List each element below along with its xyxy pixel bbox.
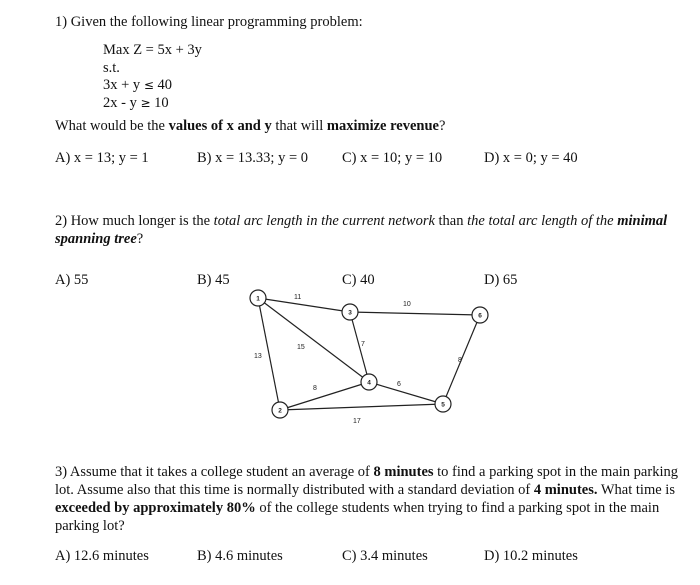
node-6-label: 6 xyxy=(478,312,482,320)
q2-text-4: the total arc length of the xyxy=(467,213,614,229)
q3-text-2: 8 minutes xyxy=(373,464,434,480)
q3-option-d[interactable]: D) 10.2 minutes xyxy=(484,548,578,564)
q2-option-b[interactable]: B) 45 xyxy=(197,272,230,288)
q2-text-5: minimal spanning tree xyxy=(55,213,668,247)
arc-label-4-5: 6 xyxy=(397,381,401,388)
q3-option-c[interactable]: C) 3.4 minutes xyxy=(342,548,428,564)
node-4 xyxy=(361,374,377,390)
arc-label-6-5: 8 xyxy=(458,357,462,364)
q2-option-a[interactable]: A) 55 xyxy=(55,272,89,288)
node-1 xyxy=(250,290,266,306)
node-2 xyxy=(272,402,288,418)
q1-question-mid: that will xyxy=(275,118,324,134)
q1-objective: Max Z = 5x + 3y xyxy=(103,42,202,58)
arc-label-1-2: 13 xyxy=(254,353,262,360)
node-2-label: 2 xyxy=(278,407,282,415)
node-4-label: 4 xyxy=(367,379,371,387)
q1-option-b[interactable]: B) x = 13.33; y = 0 xyxy=(197,150,309,166)
arc-label-3-6: 10 xyxy=(403,301,411,308)
q1-option-a[interactable]: A) x = 13; y = 1 xyxy=(55,150,149,166)
q2-text-2: total arc length in the current network xyxy=(213,213,435,229)
q1-question-post: ? xyxy=(438,118,446,134)
network-diagram xyxy=(230,280,510,430)
q3-text-4: 4 minutes. xyxy=(533,482,598,498)
q1-c2-sym: ≥ xyxy=(140,96,151,110)
q1-question-bold-2: maximize revenue xyxy=(326,118,439,134)
q2-text-1: 2) How much longer is the xyxy=(55,213,211,229)
q1-prompt: 1) Given the following linear programming problem: xyxy=(55,14,363,30)
q1-option-d[interactable]: D) x = 0; y = 40 xyxy=(484,150,578,166)
q2-question xyxy=(55,212,685,248)
q1-constraint-2 xyxy=(103,94,169,112)
q1-constraint-1 xyxy=(103,76,172,94)
q2-text-3: than xyxy=(438,213,464,229)
q3-option-a[interactable]: A) 12.6 minutes xyxy=(55,548,149,564)
q1-c2-rhs: 10 xyxy=(154,95,169,111)
arc-3-6 xyxy=(348,309,480,317)
node-6 xyxy=(472,307,488,323)
arc-3-4 xyxy=(348,309,369,382)
q3-text-1: 3) Assume that it takes a college student an average of xyxy=(55,464,370,480)
q3-question xyxy=(55,463,685,535)
node-3 xyxy=(342,304,358,320)
arc-label-2-4: 8 xyxy=(313,385,317,392)
arc-label-1-4: 15 xyxy=(297,344,305,351)
q1-c1-lhs: 3x + y xyxy=(103,77,141,93)
arc-4-5 xyxy=(367,379,443,404)
arc-2-5 xyxy=(280,401,445,410)
arc-2-4 xyxy=(280,379,371,410)
q3-text-5: What time is xyxy=(600,482,675,498)
node-5 xyxy=(435,396,451,412)
q1-question xyxy=(55,117,445,135)
q2-text-6: ? xyxy=(136,231,144,247)
q1-question-bold-1: values of x and y xyxy=(168,118,272,134)
q3-option-b[interactable]: B) 4.6 minutes xyxy=(197,548,283,564)
q2-option-d[interactable]: D) 65 xyxy=(484,272,518,288)
arc-label-2-5: 17 xyxy=(353,418,361,425)
q3-text-7: of the college students when trying to find a parking spot in the main parking lot? xyxy=(55,500,660,534)
q3-text-3: to find a parking spot in the main parking lot. Assume also that this time is normally distributed with a standard deviation of xyxy=(55,464,678,498)
q1-c2-lhs: 2x - y xyxy=(103,95,137,111)
q1-c1-rhs: 40 xyxy=(157,77,172,93)
q1-st: s.t. xyxy=(103,60,120,76)
node-5-label: 5 xyxy=(441,401,445,409)
q1-question-pre: What would be the xyxy=(55,118,165,134)
q3-text-6: exceeded by approximately 80% xyxy=(55,500,256,516)
q1-option-c[interactable]: C) x = 10; y = 10 xyxy=(342,150,443,166)
q2-option-c[interactable]: C) 40 xyxy=(342,272,375,288)
q1-c1-sym: ≤ xyxy=(143,78,154,92)
node-3-label: 3 xyxy=(348,309,352,317)
arc-label-1-3: 11 xyxy=(294,294,302,301)
node-1-label: 1 xyxy=(256,295,260,303)
arc-label-3-4: 7 xyxy=(361,341,365,348)
